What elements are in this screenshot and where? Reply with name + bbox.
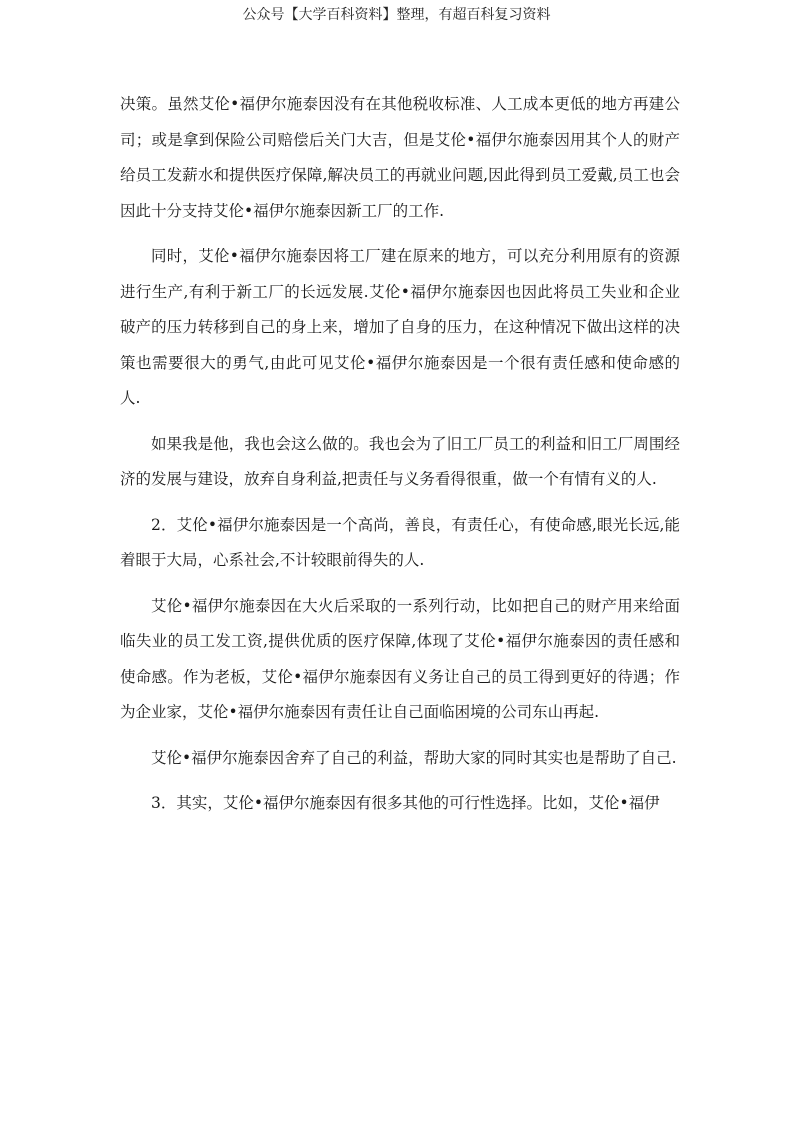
paragraph: 2．艾伦•福伊尔施泰因是一个高尚，善良，有责任心，有使命感,眼光长远,能着眼于大局，心系社会,不计较眼前得失的人.	[120, 515, 680, 569]
paragraph: 决策。虽然艾伦•福伊尔施泰因没有在其他税收标准、人工成本更低的地方再建公司；或是拿到保险公司赔偿后关门大吉，但是艾伦•福伊尔施泰因用其个人的财产给员工发薪水和提供医疗保障,解决员工的再就业问题,因此得到员工爱戴,员工也会因此十分支持艾伦•福伊尔施泰因新工厂的工作.	[120, 95, 680, 220]
paragraph: 艾伦•福伊尔施泰因在大火后采取的一系列行动，比如把自己的财产用来给面临失业的员工发工资,提供优质的医疗保障,体现了艾伦•福伊尔施泰因的责任感和使命感。作为老板，艾伦•福伊尔施泰因有义务让自己的员工得到更好的待遇；作为企业家，艾伦•福伊尔施泰因有责任让自己面临困境的公司东山再起.	[120, 596, 680, 721]
paragraph: 3．其实，艾伦•福伊尔施泰因有很多其他的可行性选择。比如，艾伦•福伊	[151, 794, 660, 812]
paragraph: 同时，艾伦•福伊尔施泰因将工厂建在原来的地方，可以充分利用原有的资源进行生产,有利于新工厂的长远发展.艾伦•福伊尔施泰因也因此将员工失业和企业破产的压力转移到自己的身上来，增加了自身的压力，在这种情况下做出这样的决策也需要很大的勇气,由此可见艾伦•福伊尔施泰因是一个很有责任感和使命感的人.	[120, 247, 680, 407]
paragraph: 如果我是他，我也会这么做的。我也会为了旧工厂员工的利益和旧工厂周围经济的发展与建设，放弃自身利益,把责任与义务看得很重，做一个有情有义的人.	[120, 434, 680, 488]
document-body	[120, 87, 680, 832]
paragraph: 艾伦•福伊尔施泰因舍弃了自己的利益，帮助大家的同时其实也是帮助了自己.	[151, 748, 677, 767]
page-header: 公众号【大学百科资料】整理，有超百科复习资料	[242, 7, 551, 23]
